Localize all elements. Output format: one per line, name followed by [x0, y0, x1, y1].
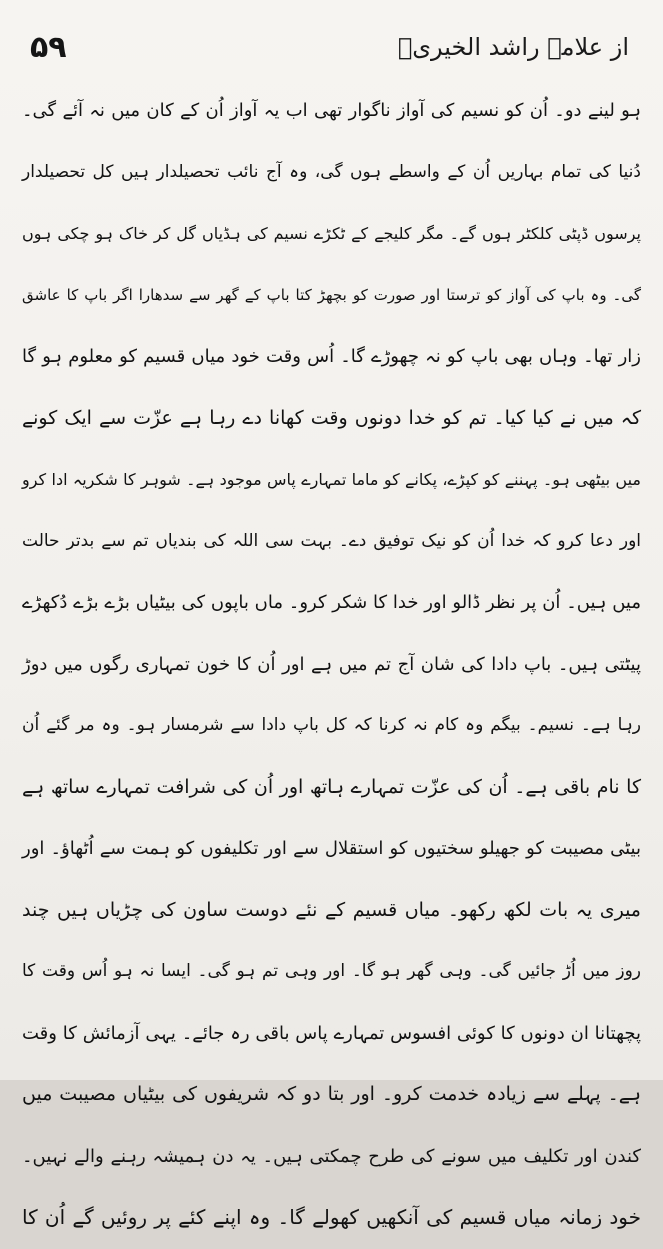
- text-line: میری یہ بات لکھ رکھو۔ میاں قسیم کے نئے دوست ساون کی چڑیاں ہیں چند: [22, 898, 641, 921]
- body-text: [22, 80, 641, 1249]
- text-line: اور دعا کرو کہ خدا اُن کو نیک توفیق دے۔ بہت سی اللہ کی بندیاں تم سے بدتر حالت: [22, 530, 641, 551]
- text-line: ہے۔ پہلے سے زیادہ خدمت کرو۔ اور بتا دو کہ شریفوں کی بیٹیاں مصیبت میں: [22, 1083, 641, 1105]
- text-line: کندن اور تکلیف میں سونے کی طرح چمکتی ہیں۔ یہ دن ہمیشہ رہنے والے نہیں۔: [22, 1145, 641, 1167]
- text-line: کا نام باقی ہے۔ اُن کی عزّت تمہارے ہاتھ اور اُن کی شرافت تمہارے ساتھ ہے: [22, 775, 641, 798]
- text-line: رہا ہے۔ نسیم۔ بیگم وہ کام نہ کرنا کہ کل باپ دادا سے شرمسار ہو۔ وہ مر گئے اُن: [22, 715, 641, 735]
- text-line: میں بیٹھی ہو۔ پہننے کو کپڑے، پکانے کو ماما تمہارے پاس موجود ہے۔ شوہر کا شکریہ ادا کرو: [22, 470, 641, 489]
- text-line: کہ میں نے کیا کیا۔ تم کو خدا دونوں وقت کھانا دے رہا ہے عزّت سے ایک کونے: [22, 406, 641, 429]
- text-line: میں ہیں۔ اُن پر نظر ڈالو اور خدا کا شکر کرو۔ ماں باپوں کی بیٹیاں بڑے بڑے دُکھڑے: [22, 592, 641, 613]
- text-line: پیٹتی ہیں۔ باپ دادا کی شان آج تم میں ہے اور اُن کا خون تمہاری رگوں میں دوڑ: [22, 653, 641, 675]
- text-line: دُنیا کی تمام بہاریں اُن کے واسطے ہوں گی، وہ آج نائب تحصیلدار ہیں کل تحصیلدار: [22, 161, 641, 182]
- text-line: پرسوں ڈپٹی کلکٹر ہوں گے۔ مگر کلیجے کے ٹکڑے نسیم کی ہڈیاں گل کر خاک ہو چکی ہوں: [22, 224, 641, 243]
- text-line: پچھتانا ان دونوں کا کوئی افسوس تمہارے پاس باقی رہ جائے۔ یہی آزمائش کا وقت: [22, 1022, 641, 1044]
- page-number: ۵۹: [30, 29, 67, 65]
- text-line: روز میں اُڑ جائیں گی۔ وہی گھر ہو گا۔ اور وہی تم ہو گی۔ ایسا نہ ہو اُس وقت کا: [22, 961, 641, 981]
- text-line: زار تھا۔ وہاں بھی باپ کو نہ چھوڑے گا۔ اُس وقت خود میاں قسیم کو معلوم ہو گا: [22, 346, 641, 367]
- running-title: از علامہ راشد الخیریؒ: [397, 33, 629, 61]
- text-line: ہو لینے دو۔ اُن کو نسیم کی آواز ناگوار تھی اب یہ آواز اُن کے کان میں نہ آئے گی۔: [22, 100, 641, 121]
- text-line: بیٹی مصیبت کو جھیلو سختیوں کو استقلال سے اور تکلیفوں کو ہمت سے اُٹھاؤ۔ اور: [22, 838, 641, 859]
- text-line: گی۔ وہ باپ کی آواز کو ترستا اور صورت کو بچھڑ کتا باپ کے گھر سے سدھارا اگر باپ کا عاشق: [22, 285, 641, 304]
- text-line: خود زمانہ میاں قسیم کی آنکھیں کھولے گا۔ وہ اپنے کئے پر روئیں گے اُن کا: [22, 1205, 641, 1229]
- page-header: [30, 22, 629, 72]
